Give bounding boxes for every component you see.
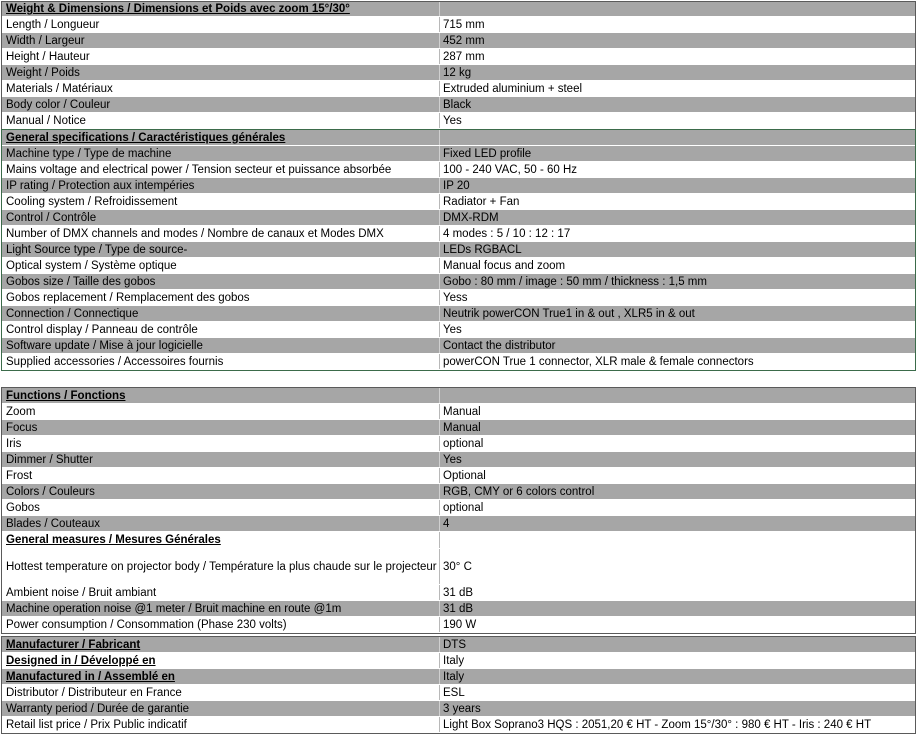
table-row: [2, 65, 915, 81]
row-value: ESL: [440, 685, 915, 700]
row-value: 12 kg: [440, 65, 915, 80]
row-label: Body color / Couleur: [2, 97, 440, 112]
row-value: DMX-RDM: [440, 210, 915, 225]
section-title: Weight & Dimensions / Dimensions et Poids avec zoom 15°/30°: [2, 2, 440, 16]
row-value: DTS: [440, 637, 915, 652]
table-header-row: [2, 2, 915, 17]
table-row: [2, 420, 915, 436]
row-label: Optical system / Système optique: [2, 258, 440, 273]
row-value: 190 W: [440, 617, 915, 632]
table-row: [2, 49, 915, 65]
table-row: [2, 81, 915, 97]
row-value: powerCON True 1 connector, XLR male & female connectors: [440, 354, 915, 369]
table-row: [2, 585, 915, 601]
row-value: 30° C: [440, 549, 915, 584]
row-label: Machine operation noise @1 meter / Bruit machine en route @1m: [2, 601, 440, 616]
row-label: Hottest temperature on projector body / Température la plus chaude sur le projecteur: [2, 549, 440, 584]
table-header-row: [2, 388, 915, 404]
row-label: Weight / Poids: [2, 65, 440, 80]
row-label: Manual / Notice: [2, 113, 440, 128]
table-row: [2, 669, 915, 685]
row-value: Optional: [440, 468, 915, 483]
table-row: [2, 210, 915, 226]
table-row: [2, 17, 915, 33]
table-row: [2, 354, 915, 370]
row-label: IP rating / Protection aux intempéries: [2, 178, 440, 193]
table-row: [2, 146, 915, 162]
row-label: Width / Largeur: [2, 33, 440, 48]
table-row: [2, 685, 915, 701]
row-label: Gobos replacement / Remplacement des gobos: [2, 290, 440, 305]
row-value: 31 dB: [440, 601, 915, 616]
row-label: Control / Contrôle: [2, 210, 440, 225]
table-row: [2, 33, 915, 49]
row-value: Manual focus and zoom: [440, 258, 915, 273]
row-label: Blades / Couteaux: [2, 516, 440, 531]
row-label: Power consumption / Consommation (Phase 230 volts): [2, 617, 440, 632]
row-value: 715 mm: [440, 17, 915, 32]
table-row: [2, 226, 915, 242]
table-row: [2, 717, 915, 733]
row-value: Fixed LED profile: [440, 146, 915, 161]
row-label: Height / Hauteur: [2, 49, 440, 64]
table-row: [2, 290, 915, 306]
row-value: 4: [440, 516, 915, 531]
table-row: [2, 322, 915, 338]
row-value: Radiator + Fan: [440, 194, 915, 209]
row-value: Contact the distributor: [440, 338, 915, 353]
general-specifications-table: [1, 129, 916, 371]
row-value: Yes: [440, 113, 915, 128]
row-value: 31 dB: [440, 585, 915, 600]
table-row: [2, 97, 915, 113]
section-title: General measures / Mesures Générales: [2, 532, 440, 548]
row-value: Black: [440, 97, 915, 112]
table-row: [2, 516, 915, 532]
table-row: [2, 178, 915, 194]
row-value: Italy: [440, 653, 915, 668]
table-row: [2, 452, 915, 468]
row-label: Focus: [2, 420, 440, 435]
table-row: [2, 274, 915, 290]
table-row: [2, 484, 915, 500]
manufacturer-table: [1, 636, 916, 734]
row-label: Frost: [2, 468, 440, 483]
row-label: Mains voltage and electrical power / Tension secteur et puissance absorbée: [2, 162, 440, 177]
row-label: Manufactured in / Assemblé en: [2, 669, 440, 684]
row-value: Light Box Soprano3 HQS : 2051,20 € HT - Zoom 15°/30° : 980 € HT - Iris : 240 € HT: [440, 717, 915, 732]
row-label: Ambient noise / Bruit ambiant: [2, 585, 440, 600]
section-title: Functions / Fonctions: [2, 388, 440, 403]
row-label: Machine type / Type de machine: [2, 146, 440, 161]
row-label: Gobos: [2, 500, 440, 515]
row-label: Supplied accessories / Accessoires fournis: [2, 354, 440, 369]
functions-table: [1, 387, 916, 634]
table-row: [2, 637, 915, 653]
empty-cell: [440, 532, 915, 548]
table-row: [2, 338, 915, 354]
row-value: 287 mm: [440, 49, 915, 64]
table-row: [2, 162, 915, 178]
empty-cell: [440, 130, 915, 145]
row-value: 3 years: [440, 701, 915, 716]
row-label: Iris: [2, 436, 440, 451]
row-label: Designed in / Développé en: [2, 653, 440, 668]
row-value: Gobo : 80 mm / image : 50 mm / thickness : 1,5 mm: [440, 274, 915, 289]
table-row: [2, 404, 915, 420]
row-value: 100 - 240 VAC, 50 - 60 Hz: [440, 162, 915, 177]
table-row: [2, 617, 915, 633]
row-label: Materials / Matériaux: [2, 81, 440, 96]
row-label: Cooling system / Refroidissement: [2, 194, 440, 209]
row-value: LEDs RGBACL: [440, 242, 915, 257]
table-row: [2, 242, 915, 258]
row-value: Yess: [440, 290, 915, 305]
row-label: Dimmer / Shutter: [2, 452, 440, 467]
row-label: Gobos size / Taille des gobos: [2, 274, 440, 289]
row-label: Length / Longueur: [2, 17, 440, 32]
table-row: [2, 500, 915, 516]
section-title: General specifications / Caractéristiques générales: [2, 130, 440, 145]
row-value: 452 mm: [440, 33, 915, 48]
table-row: [2, 601, 915, 617]
row-label: Connection / Connectique: [2, 306, 440, 321]
row-value: Manual: [440, 404, 915, 419]
row-label: Distributor / Distributeur en France: [2, 685, 440, 700]
table-row: [2, 194, 915, 210]
table-row: [2, 653, 915, 669]
row-label: Software update / Mise à jour logicielle: [2, 338, 440, 353]
row-value: Extruded aluminium + steel: [440, 81, 915, 96]
table-row: [2, 113, 915, 129]
row-label: Warranty period / Durée de garantie: [2, 701, 440, 716]
row-label: Manufacturer / Fabricant: [2, 637, 440, 652]
row-label: Colors / Couleurs: [2, 484, 440, 499]
weight-dimensions-table: [1, 1, 916, 130]
row-value: 4 modes : 5 / 10 : 12 : 17: [440, 226, 915, 241]
row-value: Yes: [440, 322, 915, 337]
row-label: Retail list price / Prix Public indicatif: [2, 717, 440, 732]
row-label: Number of DMX channels and modes / Nombre de canaux et Modes DMX: [2, 226, 440, 241]
row-value: IP 20: [440, 178, 915, 193]
table-row: [2, 306, 915, 322]
row-label: Zoom: [2, 404, 440, 419]
row-value: Manual: [440, 420, 915, 435]
table-header-row: [2, 532, 915, 549]
row-value: optional: [440, 500, 915, 515]
row-value: Neutrik powerCON True1 in & out , XLR5 in & out: [440, 306, 915, 321]
table-row: [2, 701, 915, 717]
row-value: Yes: [440, 452, 915, 467]
row-value: optional: [440, 436, 915, 451]
table-header-row: [2, 130, 915, 146]
row-value: Italy: [440, 669, 915, 684]
empty-cell: [440, 388, 915, 403]
table-row: [2, 258, 915, 274]
row-label: Control display / Panneau de contrôle: [2, 322, 440, 337]
row-label: Light Source type / Type de source-: [2, 242, 440, 257]
table-row: [2, 549, 915, 585]
empty-cell: [440, 2, 915, 16]
table-row: [2, 468, 915, 484]
row-value: RGB, CMY or 6 colors control: [440, 484, 915, 499]
table-row: [2, 436, 915, 452]
